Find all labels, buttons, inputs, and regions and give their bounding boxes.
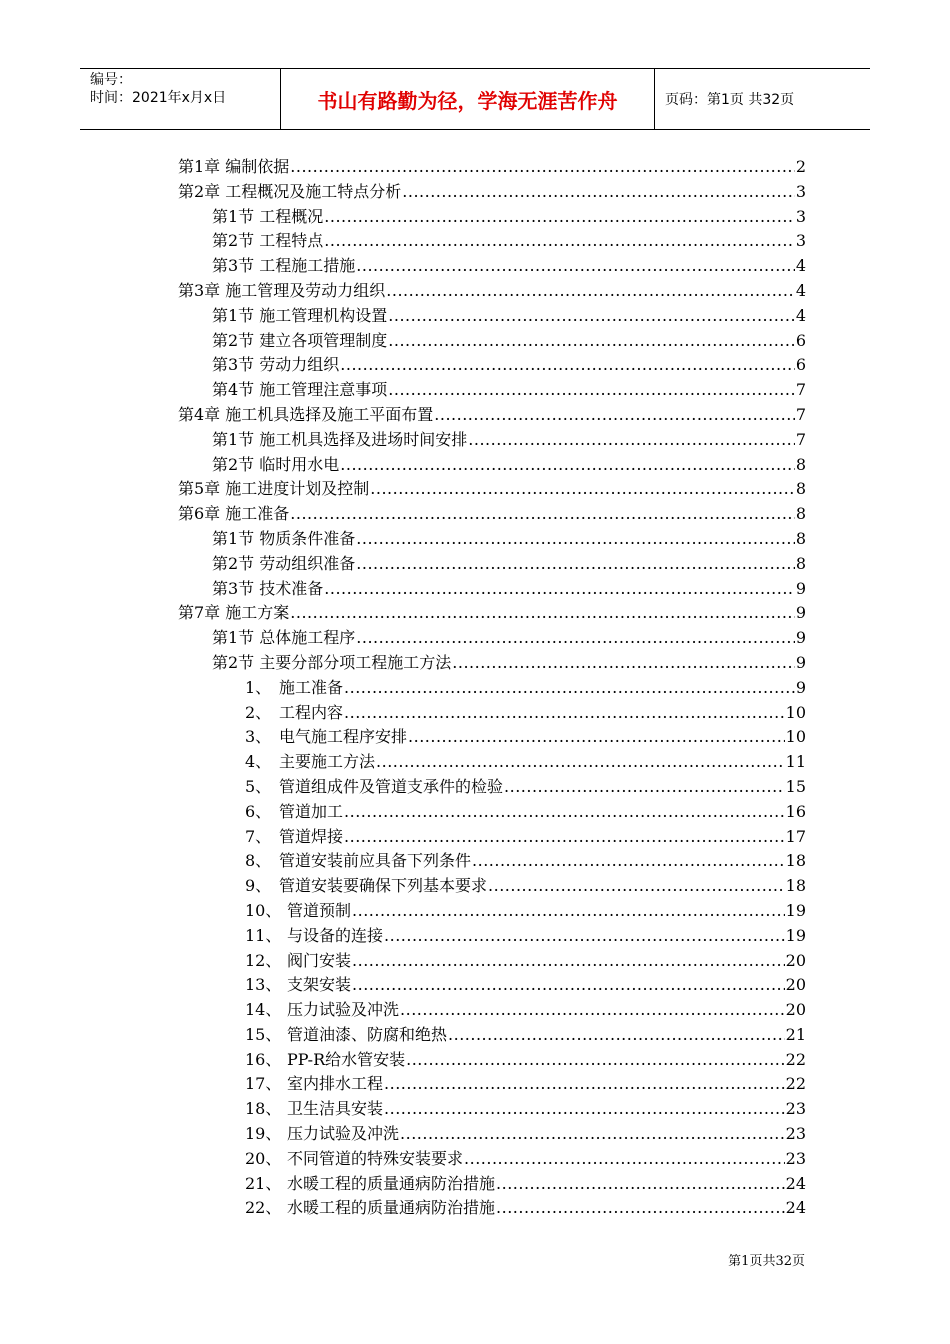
toc-entry-title: 与设备的连接 xyxy=(287,925,384,945)
toc-entry-page: 24 xyxy=(785,1173,806,1193)
toc-entry-page: 4 xyxy=(795,256,806,276)
toc-entry-page: 8 xyxy=(795,504,806,524)
toc-leader-dots xyxy=(356,254,795,279)
toc-leader-dots xyxy=(504,775,785,800)
toc-entry-title: 管道安装前应具备下列条件 xyxy=(279,851,472,871)
toc-entry[interactable] xyxy=(178,874,806,899)
toc-entry-title: 第2节 劳动组织准备 xyxy=(212,553,356,573)
toc-entry[interactable] xyxy=(178,1196,806,1221)
toc-entry-page: 19 xyxy=(785,900,806,920)
toc-entry-page: 20 xyxy=(785,950,806,970)
toc-entry-page: 9 xyxy=(795,603,806,623)
toc-leader-dots xyxy=(324,577,795,602)
toc-entry-number: 10、 xyxy=(245,900,282,920)
toc-leader-dots xyxy=(352,973,785,998)
toc-leader-dots xyxy=(472,849,785,874)
toc-leader-dots xyxy=(324,229,795,254)
toc-entry-number: 19、 xyxy=(245,1124,282,1144)
toc-entry-page: 9 xyxy=(795,677,806,697)
toc-entry-title: 第4节 施工管理注意事项 xyxy=(212,380,388,400)
toc-entry-title: 阀门安装 xyxy=(287,950,352,970)
toc-entry-title: PP-R给水管安装 xyxy=(287,1049,406,1069)
toc-entry-page: 20 xyxy=(785,975,806,995)
toc-entry-page: 10 xyxy=(785,727,806,747)
toc-entry[interactable] xyxy=(178,577,806,602)
toc-entry-title: 电气施工程序安排 xyxy=(279,727,408,747)
toc-entry-title: 水暖工程的质量通病防治措施 xyxy=(287,1198,496,1218)
toc-leader-dots xyxy=(344,701,785,726)
toc-leader-dots xyxy=(452,651,795,676)
toc-entry-title: 第1节 施工管理机构设置 xyxy=(212,305,388,325)
toc-entry-page: 18 xyxy=(785,851,806,871)
toc-entry[interactable] xyxy=(178,1122,806,1147)
toc-entry[interactable] xyxy=(178,353,806,378)
time-label: 时间：2021年x月x日 xyxy=(90,90,227,106)
toc-entry[interactable] xyxy=(178,775,806,800)
toc-entry-number: 3、 xyxy=(245,727,272,747)
toc-leader-dots xyxy=(384,924,785,949)
toc-leader-dots xyxy=(496,1196,785,1221)
toc-entry-title: 第2节 临时用水电 xyxy=(212,454,340,474)
toc-entry-title: 室内排水工程 xyxy=(287,1074,384,1094)
toc-entry-page: 3 xyxy=(795,231,806,251)
toc-entry[interactable] xyxy=(178,453,806,478)
toc-entry-title: 第3章 施工管理及劳动力组织 xyxy=(178,280,386,300)
toc-leader-dots xyxy=(356,626,795,651)
toc-entry-number: 12、 xyxy=(245,950,282,970)
toc-entry[interactable] xyxy=(178,651,806,676)
toc-entry[interactable] xyxy=(178,527,806,552)
toc-leader-dots xyxy=(376,750,785,775)
toc-entry[interactable] xyxy=(178,1172,806,1197)
toc-entry-title: 管道安装要确保下列基本要求 xyxy=(279,876,488,896)
toc-entry-page: 23 xyxy=(785,1148,806,1168)
toc-entry[interactable] xyxy=(178,502,806,527)
toc-leader-dots xyxy=(344,800,785,825)
toc-entry-number: 5、 xyxy=(245,776,272,796)
header-page-info: 页码：第1页 共32页 xyxy=(665,92,795,108)
toc-entry-page: 24 xyxy=(785,1198,806,1218)
toc-entry-page: 21 xyxy=(785,1024,806,1044)
toc-entry-title: 管道油漆、防腐和绝热 xyxy=(287,1024,448,1044)
toc-entry[interactable] xyxy=(178,601,806,626)
number-label: 编号： xyxy=(90,72,132,88)
toc-leader-dots xyxy=(400,1122,785,1147)
toc-leader-dots xyxy=(400,998,785,1023)
toc-entry[interactable] xyxy=(178,899,806,924)
toc-entry-page: 15 xyxy=(785,776,806,796)
toc-entry-number: 20、 xyxy=(245,1148,282,1168)
toc-entry[interactable] xyxy=(178,825,806,850)
toc-entry-number: 14、 xyxy=(245,1000,282,1020)
toc-leader-dots xyxy=(448,1023,785,1048)
toc-entry-title: 第1节 工程概况 xyxy=(212,206,324,226)
toc-entry-title: 第1节 总体施工程序 xyxy=(212,628,356,648)
toc-entry-title: 第3节 劳动力组织 xyxy=(212,355,340,375)
toc-entry-page: 2 xyxy=(795,157,806,176)
toc-entry-title: 施工准备 xyxy=(279,677,344,697)
page-header xyxy=(80,68,870,130)
toc-entry[interactable] xyxy=(178,949,806,974)
toc-entry-page: 23 xyxy=(785,1124,806,1144)
toc-entry-page: 4 xyxy=(795,305,806,325)
toc-entry-number: 2、 xyxy=(245,702,272,722)
toc-leader-dots xyxy=(434,403,795,428)
toc-entry[interactable] xyxy=(178,849,806,874)
toc-leader-dots xyxy=(290,502,795,527)
toc-leader-dots xyxy=(496,1172,785,1197)
toc-entry-title: 第2节 工程特点 xyxy=(212,231,324,251)
toc-leader-dots xyxy=(402,180,795,205)
toc-entry[interactable] xyxy=(178,477,806,502)
toc-entry-title: 第1节 物质条件准备 xyxy=(212,528,356,548)
toc-leader-dots xyxy=(468,428,795,453)
toc-entry-page: 6 xyxy=(795,355,806,375)
toc-entry-page: 11 xyxy=(785,752,806,772)
toc-entry-title: 第2节 主要分部分项工程施工方法 xyxy=(212,652,452,672)
toc-entry-title: 第3节 工程施工措施 xyxy=(212,256,356,276)
toc-entry-page: 23 xyxy=(785,1099,806,1119)
toc-entry[interactable] xyxy=(178,701,806,726)
footer-page-number: 第1页共32页 xyxy=(728,1254,805,1269)
toc-entry[interactable] xyxy=(178,254,806,279)
toc-entry-number: 1、 xyxy=(245,677,272,697)
toc-entry-page: 7 xyxy=(795,429,806,449)
toc-entry-page: 17 xyxy=(785,826,806,846)
toc-entry[interactable] xyxy=(178,1048,806,1073)
toc-entry-page: 16 xyxy=(785,801,806,821)
toc-leader-dots xyxy=(340,353,795,378)
toc-entry[interactable] xyxy=(178,205,806,230)
table-of-contents xyxy=(178,155,806,1221)
toc-leader-dots xyxy=(290,155,795,180)
toc-entry-title: 第5章 施工进度计划及控制 xyxy=(178,479,370,499)
toc-entry[interactable] xyxy=(178,155,806,180)
header-motto: 书山有路勤为径，学海无涯苦作舟 xyxy=(280,69,655,129)
toc-entry[interactable] xyxy=(178,998,806,1023)
toc-leader-dots xyxy=(408,725,785,750)
toc-entry-page: 8 xyxy=(795,553,806,573)
toc-entry[interactable] xyxy=(178,180,806,205)
toc-entry-title: 管道加工 xyxy=(279,801,344,821)
toc-entry-title: 主要施工方法 xyxy=(279,752,376,772)
toc-entry-page: 18 xyxy=(785,876,806,896)
toc-entry-number: 6、 xyxy=(245,801,272,821)
toc-entry[interactable] xyxy=(178,1023,806,1048)
toc-entry-title: 第7章 施工方案 xyxy=(178,603,290,623)
toc-entry-title: 管道组成件及管道支承件的检验 xyxy=(279,776,504,796)
toc-leader-dots xyxy=(290,601,795,626)
toc-entry-title: 第6章 施工准备 xyxy=(178,504,290,524)
toc-entry-page: 3 xyxy=(795,206,806,226)
toc-entry[interactable] xyxy=(178,279,806,304)
toc-entry-page: 7 xyxy=(795,380,806,400)
toc-entry-number: 16、 xyxy=(245,1049,282,1069)
toc-leader-dots xyxy=(384,1072,785,1097)
toc-entry-number: 4、 xyxy=(245,752,272,772)
toc-entry-page: 4 xyxy=(795,280,806,300)
toc-entry-title: 管道预制 xyxy=(287,900,352,920)
toc-entry-title: 第2节 建立各项管理制度 xyxy=(212,330,388,350)
toc-entry-number: 21、 xyxy=(245,1173,282,1193)
toc-entry-number: 22、 xyxy=(245,1198,282,1218)
toc-entry-page: 10 xyxy=(785,702,806,722)
toc-entry-page: 20 xyxy=(785,1000,806,1020)
toc-entry-title: 水暖工程的质量通病防治措施 xyxy=(287,1173,496,1193)
toc-entry-page: 3 xyxy=(795,181,806,201)
toc-entry-number: 8、 xyxy=(245,851,272,871)
toc-entry[interactable] xyxy=(178,1072,806,1097)
toc-entry-number: 13、 xyxy=(245,975,282,995)
toc-leader-dots xyxy=(352,899,785,924)
toc-entry-number: 7、 xyxy=(245,826,272,846)
toc-entry-title: 压力试验及冲洗 xyxy=(287,1000,400,1020)
toc-entry-page: 19 xyxy=(785,925,806,945)
toc-entry-title: 卫生洁具安装 xyxy=(287,1099,384,1119)
toc-leader-dots xyxy=(352,949,785,974)
toc-entry-title: 压力试验及冲洗 xyxy=(287,1124,400,1144)
toc-leader-dots xyxy=(356,552,795,577)
toc-leader-dots xyxy=(344,825,785,850)
toc-entry-title: 不同管道的特殊安装要求 xyxy=(287,1148,464,1168)
toc-leader-dots xyxy=(406,1048,785,1073)
toc-entry[interactable] xyxy=(178,800,806,825)
toc-entry[interactable] xyxy=(178,1147,806,1172)
toc-leader-dots xyxy=(388,329,795,354)
toc-leader-dots xyxy=(388,304,795,329)
toc-leader-dots xyxy=(324,205,795,230)
toc-entry[interactable] xyxy=(178,924,806,949)
toc-entry-title: 第1节 施工机具选择及进场时间安排 xyxy=(212,429,468,449)
toc-entry-page: 8 xyxy=(795,528,806,548)
toc-entry-title: 第3节 技术准备 xyxy=(212,578,324,598)
toc-entry-number: 11、 xyxy=(245,925,282,945)
toc-entry-page: 8 xyxy=(795,479,806,499)
toc-leader-dots xyxy=(370,477,795,502)
toc-entry-number: 15、 xyxy=(245,1024,282,1044)
toc-entry-page: 7 xyxy=(795,404,806,424)
toc-entry[interactable] xyxy=(178,676,806,701)
toc-entry[interactable] xyxy=(178,1097,806,1122)
toc-entry[interactable] xyxy=(178,304,806,329)
toc-entry-title: 支架安装 xyxy=(287,975,352,995)
toc-leader-dots xyxy=(388,378,795,403)
toc-entry-number: 9、 xyxy=(245,876,272,896)
toc-entry-page: 9 xyxy=(795,652,806,672)
toc-leader-dots xyxy=(356,527,795,552)
toc-entry-number: 17、 xyxy=(245,1074,282,1094)
header-meta-cell xyxy=(80,69,280,129)
toc-leader-dots xyxy=(488,874,785,899)
toc-leader-dots xyxy=(384,1097,785,1122)
toc-entry-page: 8 xyxy=(795,454,806,474)
toc-entry-title: 第1章 编制依据 xyxy=(178,157,290,176)
toc-entry-page: 22 xyxy=(785,1074,806,1094)
toc-leader-dots xyxy=(344,676,795,701)
toc-entry[interactable] xyxy=(178,229,806,254)
toc-entry[interactable] xyxy=(178,378,806,403)
toc-entry[interactable] xyxy=(178,552,806,577)
toc-entry[interactable] xyxy=(178,973,806,998)
toc-entry-title: 工程内容 xyxy=(279,702,344,722)
toc-entry-page: 6 xyxy=(795,330,806,350)
toc-entry[interactable] xyxy=(178,725,806,750)
toc-entry[interactable] xyxy=(178,750,806,775)
toc-leader-dots xyxy=(340,453,795,478)
toc-leader-dots xyxy=(386,279,795,304)
toc-entry-page: 22 xyxy=(785,1049,806,1069)
toc-entry-title: 管道焊接 xyxy=(279,826,344,846)
toc-entry-title: 第2章 工程概况及施工特点分析 xyxy=(178,181,402,201)
toc-entry[interactable] xyxy=(178,428,806,453)
toc-entry-title: 第4章 施工机具选择及施工平面布置 xyxy=(178,404,434,424)
toc-entry-number: 18、 xyxy=(245,1099,282,1119)
toc-entry[interactable] xyxy=(178,329,806,354)
toc-entry[interactable] xyxy=(178,626,806,651)
toc-entry[interactable] xyxy=(178,403,806,428)
toc-entry-page: 9 xyxy=(795,578,806,598)
toc-entry-page: 9 xyxy=(795,628,806,648)
toc-leader-dots xyxy=(464,1147,785,1172)
